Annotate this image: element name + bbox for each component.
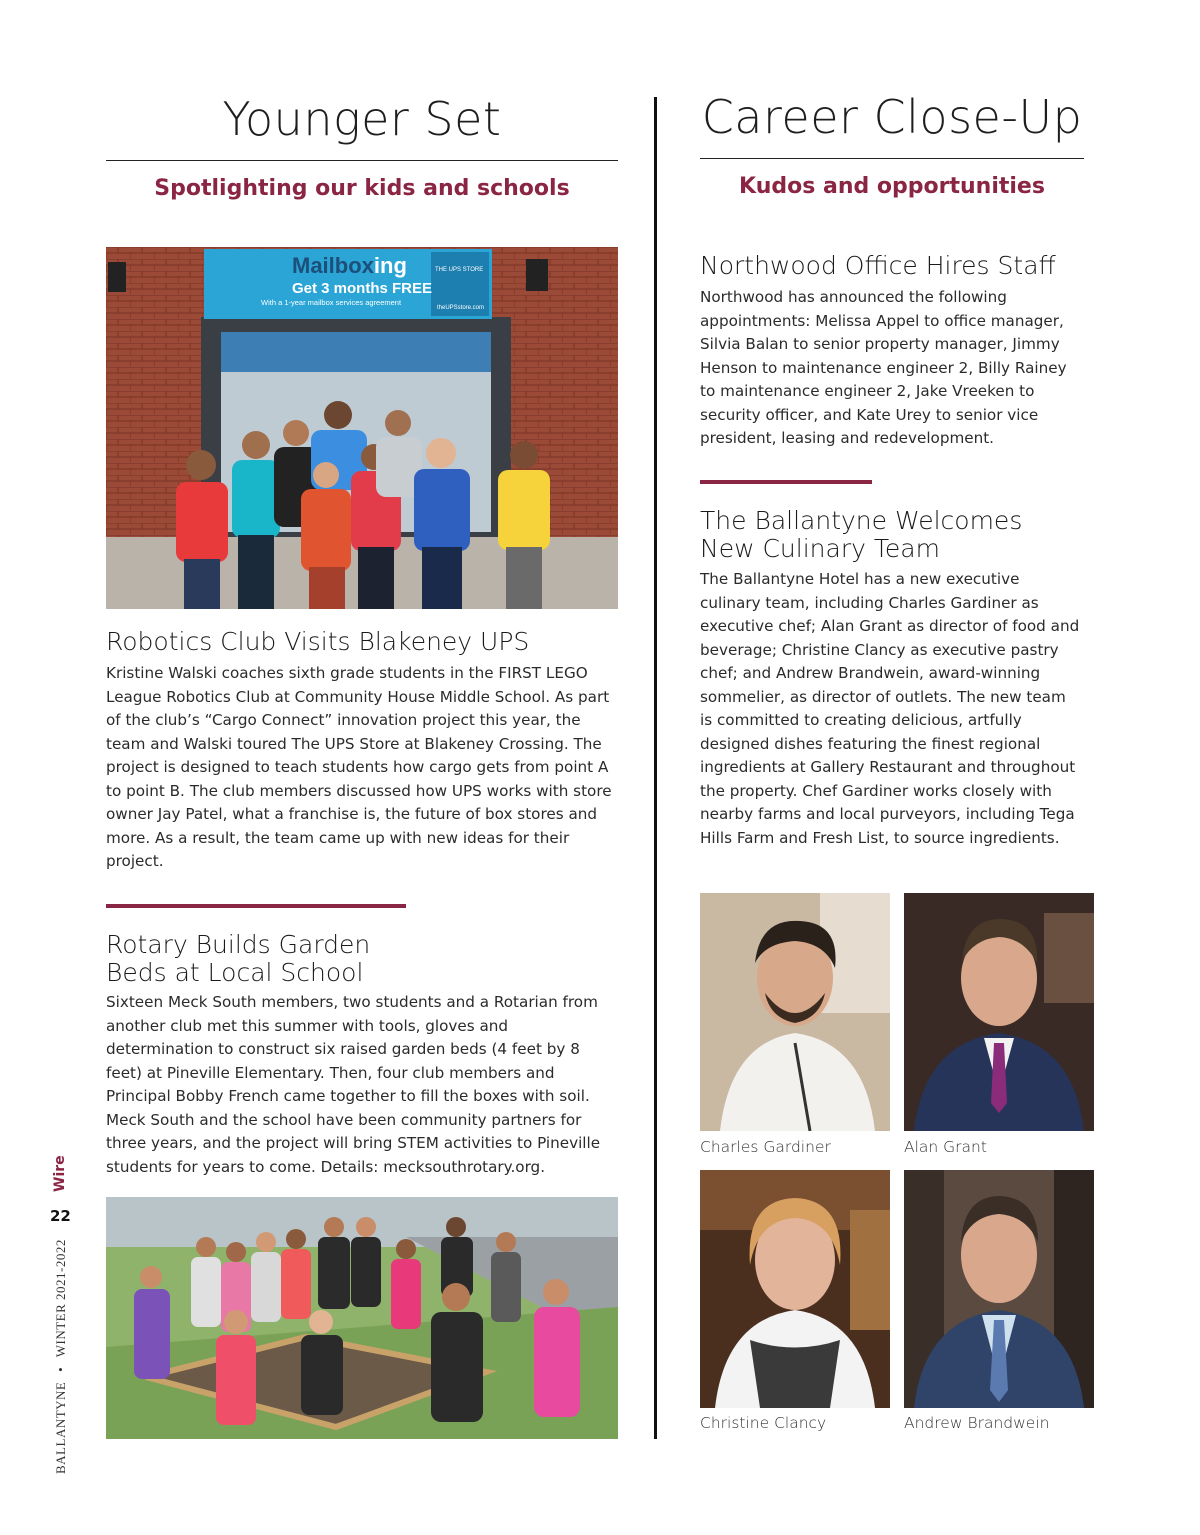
portrait-christine-clancy (700, 1170, 890, 1408)
footer-issue: WINTER 2021-2022 (53, 1239, 68, 1358)
section-title-career-close-up: Career Close-Up (701, 90, 1083, 144)
column-divider (654, 97, 657, 1439)
article-divider-left (106, 904, 406, 908)
sign-offer: Get 3 months FREE (292, 280, 433, 297)
article-body-rotary: Sixteen Meck South members, two students and a Rotarian from another club met this summer with tools, gloves and determination to construct six raised garden beds (4 feet by 8 feet) at Pineville Elementary. Then, four club members and Principal Bobby French came together to fill the boxes with soil. Meck South and the school have been community partners for three years, and the project will bring STEM activities to Pineville students for years to come. Details: mecksouthrotary.org. (106, 993, 601, 1176)
sign-url: theUPSstore.com (437, 305, 485, 311)
page-number: 22 (50, 1207, 71, 1225)
article-body-culinary: The Ballantyne Hotel has a new executive culinary team, including Charles Gardiner as executive chef; Alan Grant as director of food and beverage; Christine Clancy as executive pastry chef; and Andrew Brandwein, award-winning sommelier, as director of outlets. The new team is committed to creating delicious, artfully designed dishes featuring the finest regional ingredients at Gallery Restaurant and throughout the property. Chef Gardiner works closely with nearby farms and local purveyors, including Tega Hills Farm and Fresh List, to source ingredients. (700, 570, 1080, 847)
article-divider-right (700, 480, 872, 484)
article-title-northwood: Northwood Office Hires Staff (700, 251, 1056, 280)
caption-charles-gardiner: Charles Gardiner (700, 1138, 831, 1156)
sign-store-tag: THE UPS STORE (435, 267, 484, 273)
photo-robotics-club (106, 247, 618, 609)
footer-wire: Wire (52, 1155, 68, 1192)
portrait-alan-grant (904, 893, 1094, 1131)
article-title-rotary (106, 931, 618, 987)
article-body-northwood: Northwood has announced the following appointments: Melissa Appel to office manager, Silvia Balan to senior property manager, Jimmy Henson to maintenance engineer 2, Billy Rainey to maintenance engineer 2, Jake Vreeken to security officer, and Kate Urey to senior vice president, leasing and redevelopment. (700, 288, 1067, 447)
footer-publication: BALLANTYNE (53, 1381, 68, 1474)
subtitle-left: Spotlighting our kids and schools (154, 176, 570, 201)
article-title-culinary-line1: The Ballantyne Welcomes (700, 506, 1023, 535)
portrait-charles-gardiner (700, 893, 890, 1131)
article-title-culinary-line2: New Culinary Team (700, 534, 940, 563)
caption-andrew-brandwein: Andrew Brandwein (904, 1414, 1050, 1432)
article-title-robotics: Robotics Club Visits Blakeney UPS (106, 627, 530, 656)
footer-bullet: • (53, 1366, 68, 1372)
sign-offer-sub: With a 1-year mailbox services agreement (261, 298, 402, 307)
article-title-rotary-line1: Rotary Builds Garden (106, 930, 371, 959)
footer-publication-issue (53, 1239, 69, 1474)
article-body-robotics: Kristine Walski coaches sixth grade students in the FIRST LEGO League Robotics Club at Community House Middle School. As part of the club’s “Cargo Connect” innovation project this year, the team and Walski toured The UPS Store at Blakeney Crossing. The project is designed to teach students how cargo gets from point A to point B. The club members discussed how UPS works with store owner Jay Patel, what a franchise is, the future of box stores and more. As a result, the team came up with new ideas for their project. (106, 664, 612, 870)
subtitle-right: Kudos and opportunities (739, 174, 1045, 199)
photo-garden-beds (106, 1197, 618, 1439)
article-title-rotary-line2: Beds at Local School (106, 958, 364, 987)
article-title-culinary (700, 507, 1100, 563)
title-rule-right (700, 158, 1084, 159)
caption-alan-grant: Alan Grant (904, 1138, 987, 1156)
sign-brand: Mailboxing (292, 253, 407, 278)
portrait-andrew-brandwein (904, 1170, 1094, 1408)
section-title-younger-set: Younger Set (222, 92, 502, 146)
title-rule-left (106, 160, 618, 161)
caption-christine-clancy: Christine Clancy (700, 1414, 827, 1432)
